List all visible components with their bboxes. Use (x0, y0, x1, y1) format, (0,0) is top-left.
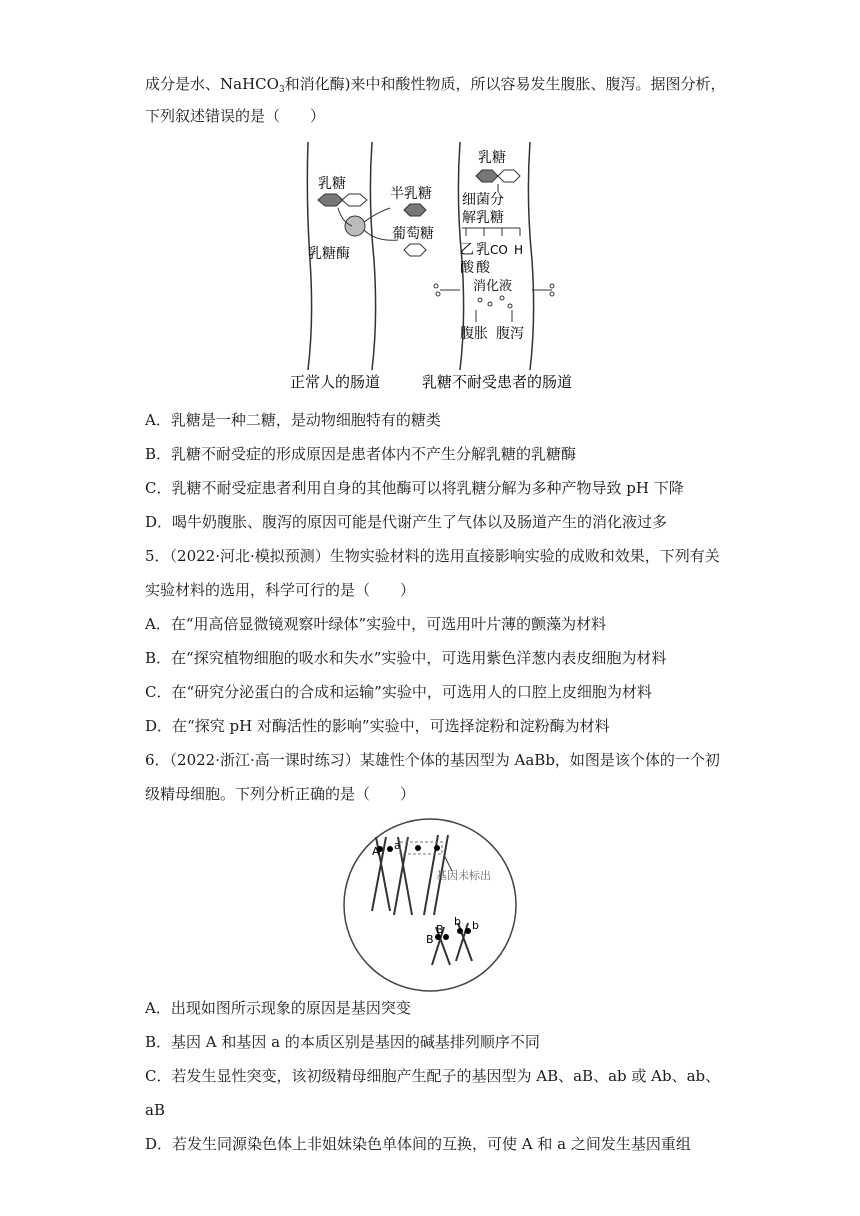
q4-stem-subscript: 3 (278, 85, 285, 95)
gene-locus-dot (434, 845, 440, 851)
bloating-label: 腹胀 (460, 326, 488, 342)
gene-B-label-1: B (426, 933, 434, 946)
q6-option-d: D．若发生同源染色体上非姐妹染色单体间的互换，可使 A 和 a 之间发生基因重组 (145, 1135, 691, 1153)
q6-option-c-continued: aB (145, 1101, 165, 1119)
lactose2-label: 乳糖 (478, 150, 506, 166)
bacteria-label-1: 细菌分 (462, 192, 504, 208)
bacteria-label-2: 解乳糖 (462, 210, 504, 226)
bubble (478, 298, 482, 302)
gene-locus-dot (465, 928, 471, 934)
gene-locus-dot (415, 845, 421, 851)
lactose-label: 乳糖 (318, 176, 346, 192)
q6-stem-line1: 6．（2022·浙江·高一课时练习）某雄性个体的基因型为 AaBb，如图是该个体的一个初 (145, 751, 720, 769)
q6-stem-line2: 级精母细胞。下列分析正确的是（ ） (145, 785, 416, 803)
right-intestine-wall-2 (528, 142, 533, 370)
q4-stem-line2: 下列叙述错误的是（ ） (145, 107, 326, 125)
intestine-figure (280, 140, 590, 395)
digest-label: 消化液 (473, 279, 513, 294)
bubble (550, 292, 554, 296)
bubble (500, 296, 504, 300)
right-caption: 乳糖不耐受患者的肠道 (422, 373, 573, 391)
lactose2-hexagon-open (498, 170, 520, 182)
bubble (550, 284, 554, 288)
glucose-label: 葡萄糖 (392, 226, 434, 242)
q5-option-b: B．在“探究植物细胞的吸水和失水”实验中，可选用紫色洋葱内表皮细胞为材料 (145, 649, 667, 667)
q6-option-b: B．基因 A 和基因 a 的本质区别是基因的碱基排列顺序不同 (145, 1033, 540, 1051)
q6-option-c: C．若发生显性突变，该初级精母细胞产生配子的基因型为 AB、aB、ab 或 Ab、ab、 (145, 1067, 721, 1085)
q5-option-d: D．在“探究 pH 对酶活性的影响”实验中，可选择淀粉和淀粉酶为材料 (145, 717, 610, 735)
gene-B-label-2: B (436, 923, 444, 936)
q4-stem-text-a: 成分是水、NaHCO (145, 75, 279, 93)
bubble (436, 292, 440, 296)
gene-a-label: a (394, 839, 401, 852)
q5-stem-line2: 实验材料的选用，科学可行的是（ ） (145, 581, 416, 599)
lactase-label: 乳糖酶 (308, 246, 350, 262)
bubble (508, 304, 512, 308)
lactic-label-1: 乳 (476, 242, 490, 258)
galactose-arrow (364, 208, 390, 222)
q4-stem-text-b: 和消化酶)来中和酸性物质，所以容易发生腹胀、腹泻。据图分析， (284, 75, 726, 93)
galactose-hexagon (404, 204, 426, 216)
glucose-hexagon (404, 244, 426, 256)
q4-option-a: A．乳糖是一种二糖，是动物细胞特有的糖类 (145, 411, 441, 429)
q5-option-c: C．在“研究分泌蛋白的合成和运输”实验中，可选用人的口腔上皮细胞为材料 (145, 683, 652, 701)
bubble (434, 284, 438, 288)
q6-option-a: A．出现如图所示现象的原因是基因突变 (145, 999, 411, 1017)
gene-A-label: A (372, 845, 380, 858)
gene-b-label-2: b (472, 919, 479, 932)
bubble (488, 302, 492, 306)
lactose2-hexagon-filled (476, 170, 498, 182)
lactase-enzyme-circle (345, 216, 365, 236)
q4-option-b: B．乳糖不耐受症的形成原因是患者体内不产生分解乳糖的乳糖酶 (145, 445, 577, 463)
diarrhea-label: 腹泻 (496, 326, 524, 342)
co2-label: CO (490, 243, 508, 257)
gene-b-label-1: b (454, 915, 461, 928)
spermatocyte-figure (340, 815, 520, 995)
q5-stem-line1: 5．（2022·河北·模拟预测）生物实验材料的选用直接影响实验的成败和效果，下列有关 (145, 547, 720, 565)
gene-locus-dot (443, 934, 449, 940)
galactose-label: 半乳糖 (390, 186, 432, 202)
q4-option-d: D．喝牛奶腹胀、腹泻的原因可能是代谢产生了气体以及肠道产生的消化液过多 (145, 513, 668, 531)
lactic-label-2: 酸 (476, 260, 490, 276)
q4-stem-line1 (145, 74, 726, 100)
unlabeled-gene-note: 基因未标出 (436, 869, 491, 882)
lactose-hexagon-open (342, 194, 367, 206)
cell-membrane-circle (344, 819, 516, 991)
lactose-hexagon-filled (318, 194, 343, 206)
q4-option-c: C．乳糖不耐受症患者利用自身的其他酶可以将乳糖分解为多种产物导致 pH 下降 (145, 479, 684, 497)
q5-option-a: A．在“用高倍显微镜观察叶绿体”实验中，可选用叶片薄的颤藻为材料 (145, 615, 607, 633)
h2-label: H (514, 243, 524, 257)
acetic-label-2: 酸 (460, 260, 474, 276)
acetic-label-1: 乙 (460, 242, 474, 258)
left-caption: 正常人的肠道 (290, 373, 381, 391)
left-intestine-wall-2 (370, 142, 375, 370)
gene-locus-dot (387, 846, 393, 852)
gene-locus-dot (457, 928, 463, 934)
